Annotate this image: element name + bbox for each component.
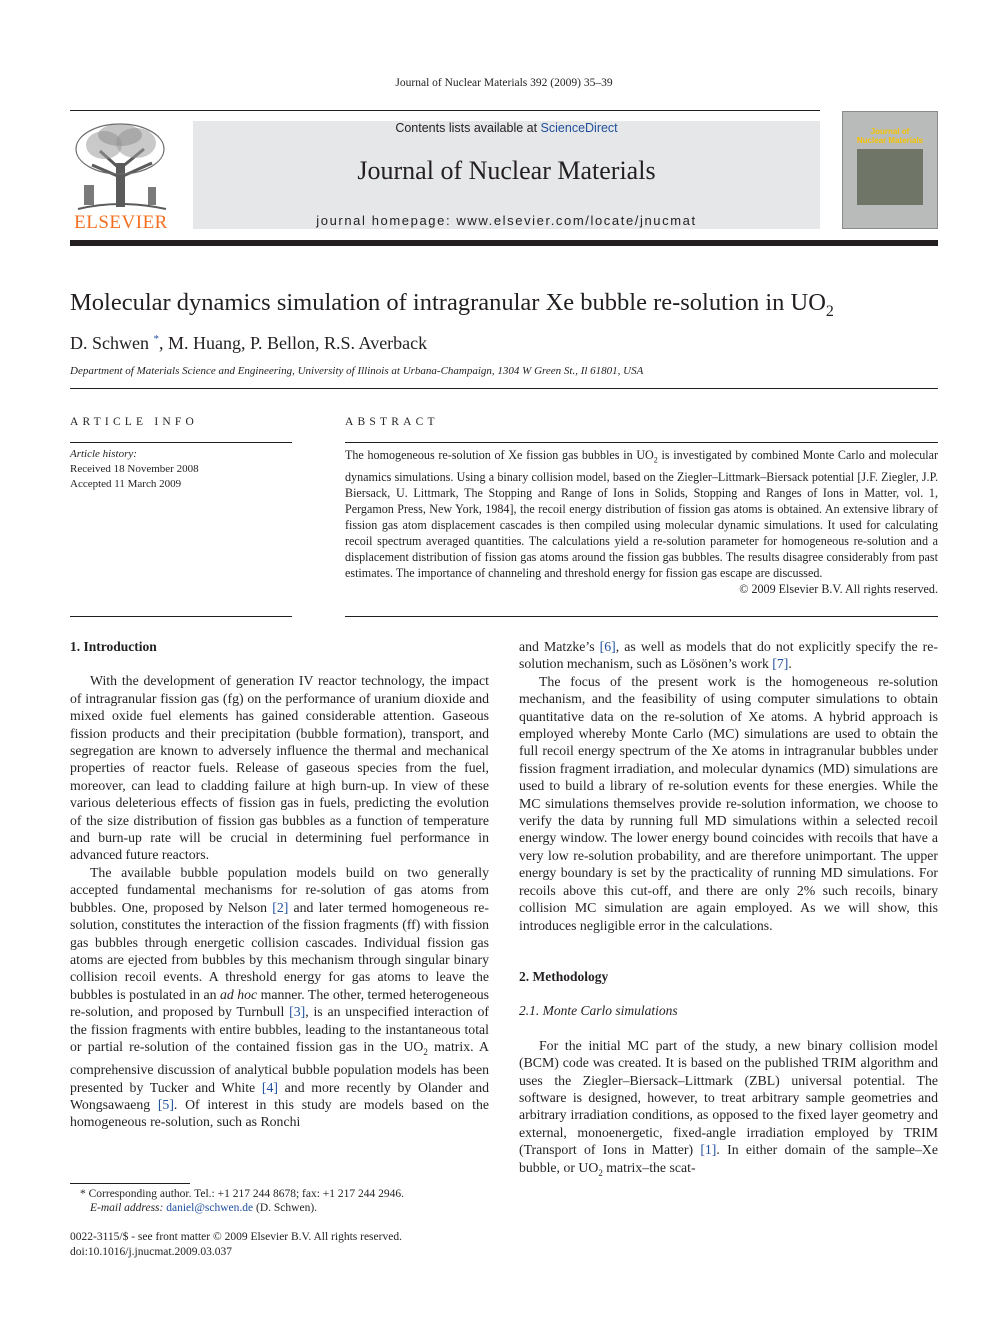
abstract-subscript: 2 (653, 455, 658, 465)
footnote-rule (70, 1183, 190, 1184)
right-column (519, 638, 938, 1182)
ref-4-link[interactable]: [4] (261, 1079, 278, 1095)
ref-6-link[interactable]: [6] (599, 639, 616, 654)
ref-1-link[interactable]: [1] (700, 1142, 717, 1158)
monte-carlo-subheading: 2.1. Monte Carlo simulations (519, 1003, 678, 1019)
ref-5-link[interactable]: [5] (157, 1096, 174, 1112)
intro-paragraph-2-cont: and Matzke’s [6], as well as models that do not explicitly specify the re-solution mechanism, such as Lösönen’s work [7]. (519, 639, 938, 672)
issn-line: 0022-3115/$ - see front matter © 2009 Elsevier B.V. All rights reserved. (70, 1231, 402, 1243)
journal-cover-thumbnail (842, 111, 938, 229)
methodology-heading: 2. Methodology (519, 968, 609, 984)
email-link[interactable]: daniel@schwen.de (166, 1202, 254, 1214)
title-subscript: 2 (825, 302, 834, 320)
introduction-heading: 1. Introduction (70, 639, 157, 654)
ref-3-link[interactable]: [3] (289, 1004, 306, 1020)
received-date: Received 18 November 2008 (70, 463, 199, 475)
author-schwen: D. Schwen (70, 333, 149, 353)
cover-title-line1: Journal of (870, 127, 910, 136)
article-info-rule-bottom (70, 616, 292, 617)
abstract-rule-bottom (345, 616, 938, 617)
intro-paragraph-3: The focus of the present work is the homogeneous re-solution mechanism, and the feasibility of using computer simulations to obtain quantitative data on the re-solution of Xe atoms. A hybrid approach is employed whereby Monte Carlo (MC) simulations are used to obtain the full recoil energy spectrum of the Xe atoms in intragranular bubbles under fission fragment irradiation, and molecular dynamics (MD) simulations are used to build a library of re-solution events for these energies. While the MC simulations themselves provide re-solution information, we choose to verify the data by running full MD simulations within a selected recoil energy window. The lower energy bound coincides with recoils that have a very low re-solution probability, and are therefore unimportant. The upper energy boundary is set by the practicality of running MD simulations. For recoils above this cut-off, and there are only 2% such recoils, binary collision MC simulation are again employed. As we will show, this introduces negligible error in the calculations. (519, 673, 938, 933)
accepted-date: Accepted 11 March 2009 (70, 478, 182, 490)
corresponding-info: Corresponding author. Tel.: +1 217 244 8678; fax: +1 217 244 2946. (85, 1188, 405, 1200)
author-list (70, 333, 427, 354)
left-column (70, 638, 489, 1131)
abstract-text-1: The homogeneous re-solution of Xe fission gas bubbles in UO (345, 448, 654, 462)
cover-image (857, 149, 923, 205)
article-history (70, 447, 199, 492)
contents-prefix: Contents lists available at (395, 121, 541, 135)
copyright: © 2009 Elsevier B.V. All rights reserved. (739, 582, 938, 597)
ref-2-link[interactable]: [2] (272, 899, 289, 915)
corresponding-footnote (70, 1187, 489, 1215)
sciencedirect-link[interactable]: ScienceDirect (540, 121, 618, 135)
footnote-mark: * (80, 1188, 86, 1200)
abstract-heading: ABSTRACT (345, 416, 439, 428)
article-info-heading: ARTICLE INFO (70, 416, 198, 428)
banner-rule (70, 240, 938, 246)
article-title (70, 289, 950, 321)
contents-line (193, 121, 820, 135)
history-label: Article history: (70, 448, 137, 460)
title-rule (70, 388, 938, 389)
journal-homepage[interactable]: journal homepage: www.elsevier.com/locate/jnucmat (316, 213, 697, 228)
abstract-rule-top (345, 442, 938, 443)
header-rule (70, 110, 820, 111)
cover-title (843, 127, 937, 145)
email-owner: (D. Schwen). (253, 1202, 318, 1214)
title-text: Molecular dynamics simulation of intragranular Xe bubble re-solution in UO (70, 289, 826, 316)
cover-title-line2: Nuclear Materials (856, 136, 924, 145)
intro-paragraph-1: With the development of generation IV reactor technology, the impact of intragranular fission gas (fg) on the performance of uranium dioxide and mixed oxide fuel elements has gained considerable attention. Gaseous fission products and their precipitation (bubble formation), transport, and segregation are known to adversely influence the thermal and mechanical properties of reactor fuels. Release of gaseous species from the fuel, moreover, can lead to cladding failure at high burn-up. In view of these various deleterious effects of fission gas in fuels, predicting the evolution of the size distribution of fission gas bubbles as a function of temperature and burn-up rate will be crucial in determining fuel performance in advanced future reactors. (70, 673, 489, 863)
page-footer (70, 1230, 402, 1260)
elsevier-wordmark: ELSEVIER (74, 212, 168, 233)
corresponding-author-mark[interactable]: * (153, 333, 159, 345)
journal-name: Journal of Nuclear Materials (357, 156, 656, 185)
affiliation: Department of Materials Science and Engineering, University of Illinois at Urbana-Champaign, 1304 W Green St., Il 61801, USA (70, 365, 644, 377)
doi-line: doi:10.1016/j.jnucmat.2009.03.037 (70, 1246, 232, 1258)
email-label: E-mail address: (90, 1202, 164, 1214)
mc-paragraph-1: For the initial MC part of the study, a new binary collision model (BCM) code was created. It is based on the published TRIM algorithm and uses the Ziegler–Biersack–Littmark (ZBL) universal potential. The software is designed, however, to treat arbitrary sample geometries and arbitrary irradiation conditions, as opposed to the fixed layer geometry and external, monoenergetic, fixed-angle irradiation employed by TRIM (Transport of Ions in Matter) [1]. In either domain of the sample–Xe bubble, or $UO_2$ matrix–the scat- (519, 1037, 938, 1178)
article-info-rule-top (70, 442, 292, 443)
other-authors: , M. Huang, P. Bellon, R.S. Averback (159, 333, 428, 353)
ad-hoc-text: ad hoc (219, 986, 258, 1002)
intro-paragraph-2: The available bubble population models build on two generally accepted fundamental mechanisms for re-solution of gas atoms from bubbles. One, proposed by Nelson [2] and later termed homogeneous re-solution, constitutes the interaction of the fission fragments (ff) with fission gas bubbles through energetic collision cascades. Individual fission gas atoms are ejected from bubbles by this mechanism through singular binary collision recoil events. A threshold energy for gas atoms to leave the bubbles is postulated in an ad hoc manner. The other, termed heterogeneous re-solution, and proposed by Turnbull [3], is an unspecified interaction of the fission fragments with entire bubbles, leading to the instantaneous total or partial re-solution of the contained fission gas in the $UO_2$ matrix. A comprehensive discussion of analytical bubble population models has been presented by Tucker and White [4] and more recently by Olander and Wongsawaeng [5]. Of interest in this study are models based on the homogeneous re-solution, such as Ronchi (70, 864, 490, 1130)
abstract-text-2: is investigated by combined Monte Carlo and molecular dynamics simulations. Using a binary collision model, based on the Ziegler–Littmark–Biersack potential [J.F. Ziegler, J.P. Biersack, U. Littmark, The Stopping and Range of Ions in Solids, Stopping and Ranges of Ions in Matter, vol. 1, Pergamon Press, New York, 1984], the recoil energy distribution of fission gas atoms is obtained. An extensive library of fission gas atom displacement cascades is then compiled using molecular dynamic simulations. It used for calculating recoil spectrum averaged quantities. The calculations yield a re-solution parameter for homogeneous re-solution and a displacement distribution of fission gas atoms around the fission gas bubbles. The results disagree considerably from past estimates. The importance of channeling and threshold energy for fission gas escape are discussed. (345, 448, 938, 581)
abstract-body (345, 447, 938, 597)
running-head: Journal of Nuclear Materials 392 (2009) 35–39 (395, 77, 613, 89)
ref-7-link[interactable]: [7] (772, 656, 789, 672)
